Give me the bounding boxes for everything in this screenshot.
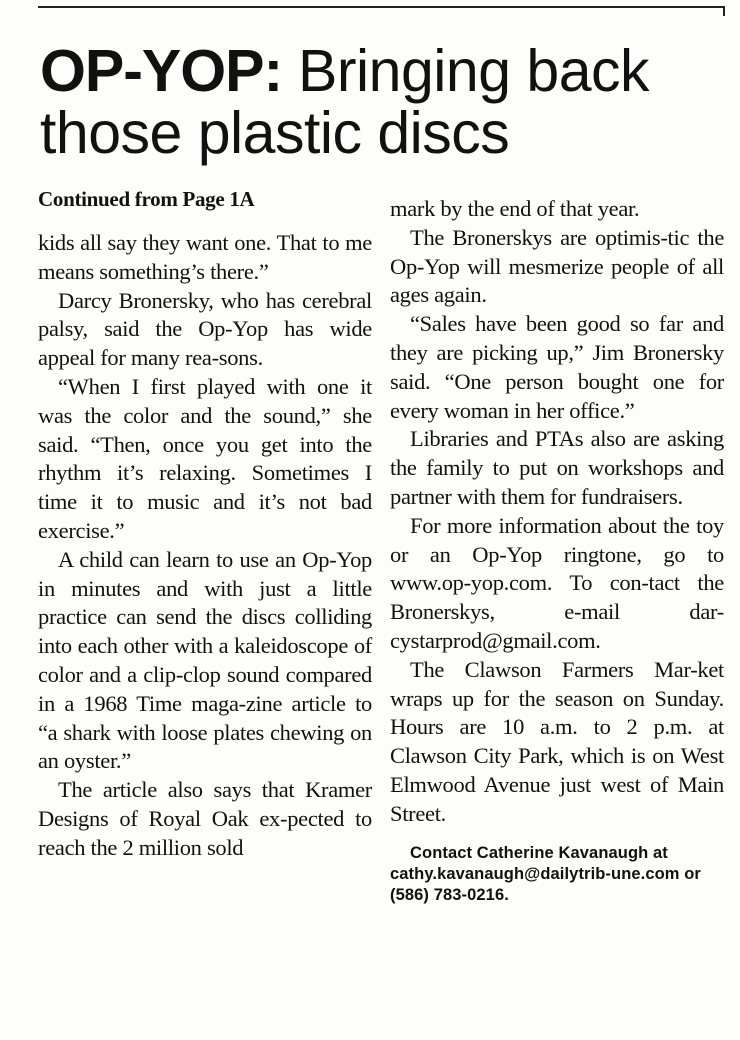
- headline-title: Bringing back those plastic discs: [40, 38, 650, 166]
- continued-from-label: Continued from Page 1A: [38, 187, 255, 211]
- top-rule: [38, 6, 724, 8]
- article-paragraph: The Bronerskys are optimis-tic the Op-Yop will mesmerize people of all ages again.: [390, 224, 724, 308]
- article-paragraph: “Sales have been good so far and they are picking up,” Jim Bronersky said. “One person bought one for every woman in her office.”: [390, 311, 724, 423]
- corner-rule: [723, 6, 725, 16]
- article-paragraph: The Clawson Farmers Mar-ket wraps up for the season on Sunday. Hours are 10 a.m. to 2 p.m. at Clawson City Park, which is on West Elmwood Avenue just west of Main Street.: [390, 656, 724, 826]
- left-column: [38, 185, 372, 863]
- article-paragraph: “When I first played with one it was the color and the sound,” she said. “Then, once you get into the rhythm it’s relaxing. Sometimes I time it to music and it’s not bad exercise.”: [38, 373, 372, 543]
- right-column: [390, 195, 724, 906]
- headline: [40, 40, 720, 164]
- article-paragraph: The article also says that Kramer Designs of Royal Oak ex-pected to reach the 2 million sold: [38, 777, 372, 860]
- article-paragraph: A child can learn to use an Op-Yop in minutes and with just a little practice can send the discs colliding into each other with a kaleidoscope of color and a clip-clop sound compared in a 1968 Time maga-zine article to “a shark with loose plates chewing on an oyster.”: [38, 546, 372, 774]
- headline-kicker: OP-YOP:: [40, 38, 283, 104]
- article-paragraph: For more information about the toy or an Op-Yop ringtone, go to www.op-yop.com. To con-tact the Bronerskys, e-mail dar-cystarprod@gmail.com.: [390, 512, 724, 653]
- article-paragraph: mark by the end of that year.: [390, 196, 640, 221]
- article-paragraph: Darcy Bronersky, who has cerebral palsy, said the Op-Yop has wide appeal for many rea-sons.: [38, 287, 372, 371]
- article-paragraph: Libraries and PTAs also are asking the family to put on workshops and partner with them for fundraisers.: [390, 426, 724, 509]
- author-contact: Contact Catherine Kavanaugh at cathy.kavanaugh@dailytrib-une.com or (586) 783-0216.: [390, 843, 701, 904]
- article-paragraph: kids all say they want one. That to me means something’s there.”: [38, 230, 372, 284]
